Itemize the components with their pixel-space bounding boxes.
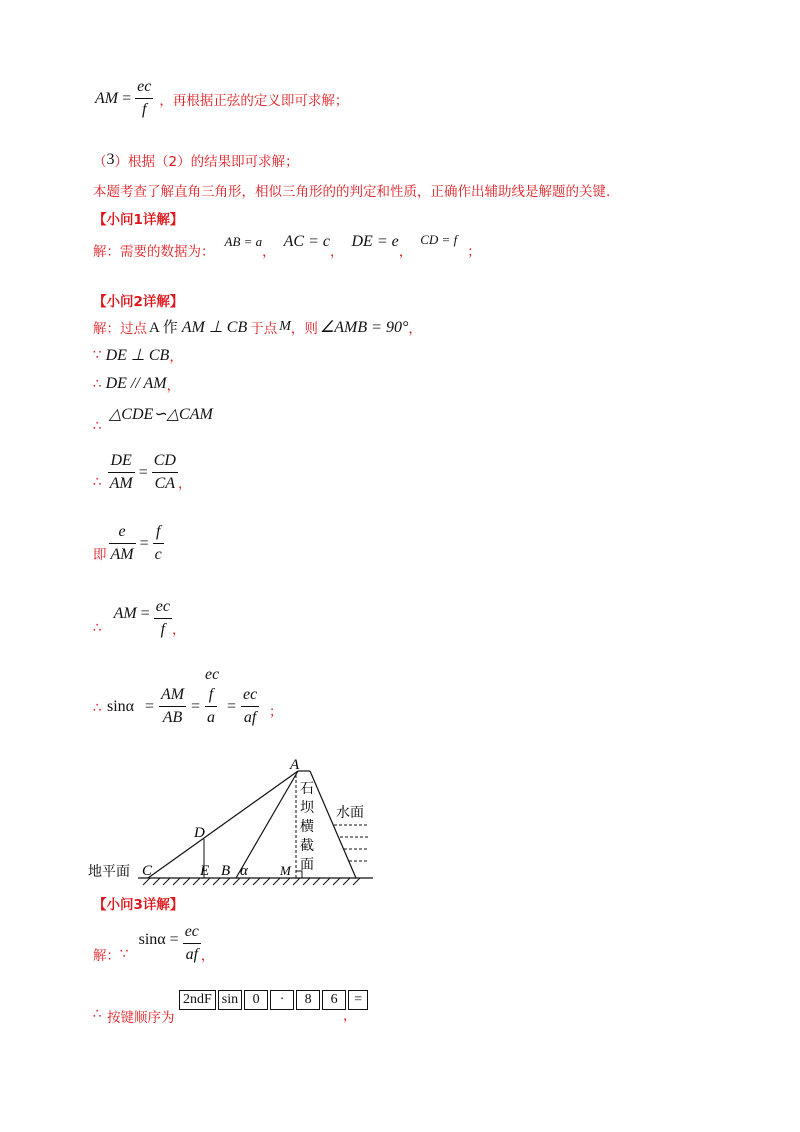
q2-frac3-end: ， [171,621,186,638]
key-8: 8 [296,990,320,1010]
key-6: 6 [322,990,346,1010]
key-sequence [179,990,370,1010]
q2-line3 [93,374,180,394]
q1-item-de: DE = e [351,233,399,250]
equals-sign: = [138,463,148,481]
equals-sign: = [140,604,150,622]
label-b: B [221,863,231,879]
q2-line1-m: M [279,318,291,334]
q2-frac3-fraction [154,598,172,639]
q2-frac2-left [109,523,136,564]
q2-frac3-lhs: AM [113,604,137,622]
therefore-symbol: ∴ [93,619,102,636]
q1-sep-2: ， [330,244,344,260]
fraction-denominator: af [243,709,257,726]
keys-end: ， [343,1008,357,1024]
q2-line1-c: 于点 [250,320,278,337]
water-dashes [334,825,368,861]
formula-eq: = [122,89,132,107]
therefore-symbol: ∴ [93,418,102,434]
q2-sin-line [93,666,353,736]
sin-frac1 [159,686,186,727]
fraction-denominator: c [154,546,162,563]
equals-sign: = [191,698,201,715]
ground-label: 地平面 [88,864,130,880]
q2-line2-math: DE ⊥ CB [105,347,170,364]
label-alpha: α [240,863,248,879]
fraction-numerator: CD [152,452,178,473]
part3-rest: ）根据（2）的结果即可求解； [114,154,299,170]
q2-line4-math: △CDE∽△CAM [109,406,213,423]
q2-line3-end: ， [166,378,181,394]
q2-frac2-right [153,523,164,564]
therefore-symbol: ∴ [93,473,102,490]
q2-frac1-end: ， [177,475,192,492]
because-symbol: ∵ [93,347,102,363]
q1-item-ab: AB = a [224,234,263,249]
q2-frac2-line [93,523,164,564]
sin-top-ec: ec [205,666,220,683]
fraction-numerator: ec [241,686,259,707]
fraction-denominator: f [160,621,166,638]
fraction-denominator: CA [154,475,176,492]
summary-text: 本题考查了解直角三角形，相似三角形的的判定和性质，正确作出辅助线是解题的关键. [93,184,611,200]
q2-line3-math: DE // AM [105,375,167,392]
q3-header: 【小问3详解】 [93,897,184,913]
q1-sep-1: ， [262,244,276,260]
sin-frac3 [241,686,259,727]
q3-sin-lhs: sinα [138,931,166,948]
dam-label-3: 横 [300,819,314,835]
q3-keys-line [93,990,373,1026]
q2-line1-e: ， [408,320,422,337]
fraction-numerator: DE [108,452,135,473]
sin-line-end: ； [269,704,283,720]
q2-frac3-line [93,598,185,639]
part3-open: （ [93,154,107,170]
therefore-symbol: ∴ [93,700,102,716]
q1-header: 【小问1详解】 [93,212,184,228]
fraction-denominator: af [185,945,199,963]
fraction-denominator: a [207,709,215,726]
fraction-denominator: AB [162,709,183,726]
q3-end: ， [200,948,215,964]
q2-frac1-left [108,452,135,493]
equals-sign: = [139,534,149,552]
label-m: M [280,863,291,878]
dam-left-face [236,771,298,878]
equals-sign: = [227,698,237,715]
q2-frac1-right [152,452,178,493]
q3-fraction [183,923,201,964]
part3-num: 3 [106,151,115,168]
q1-line [93,232,481,260]
q3-lead: 解： [93,948,120,964]
equals-sign: = [145,698,155,715]
label-e: E [200,863,210,879]
fraction-numerator: f [205,686,217,707]
water-label: 水面 [336,805,364,821]
q2-line1-a: 解：过点 [93,320,147,337]
fraction-denominator: AM [110,546,134,563]
label-c: C [142,863,153,879]
label-d: D [194,825,205,841]
q2-line1-d: ，则 [290,320,318,337]
fraction-numerator: e [109,523,136,544]
q1-sep-3: ， [398,244,413,260]
key-dot: · [270,990,294,1010]
dam-label-1: 石 [300,781,314,797]
label-a: A [290,757,300,773]
fraction-numerator: ec [183,923,201,944]
q2-line1-math: AM ⊥ CB [181,318,248,336]
q2-frac1-line [93,452,191,493]
fraction-numerator: AM [159,686,186,707]
formula-fraction [135,78,153,119]
q1-item-cd: CD = f [420,232,458,247]
line-ca [148,771,298,878]
q2-line2 [93,345,183,365]
q2-header: 【小问2详解】 [93,294,184,310]
key-0: 0 [244,990,268,1010]
equals-sign: = [169,931,179,948]
q1-lead: 解：需要的数据为： [93,244,215,260]
q2-line1 [93,316,422,337]
fraction-numerator: ec [154,598,172,619]
dam-label-4: 截 [300,838,314,854]
q2-line4 [93,404,293,434]
fraction-numerator: ec [135,78,153,99]
q2-line2-end: ， [169,349,183,365]
dam-diagram [88,755,388,890]
because-symbol: ∵ [120,946,129,962]
top-text: ，再根据正弦的定义即可求解； [159,92,349,109]
keys-lead: 按键顺序为 [107,1010,175,1026]
fraction-denominator: f [142,101,147,118]
sin-lhs: sinα [107,698,135,715]
therefore-symbol: ∴ [93,1006,102,1022]
top-formula [95,78,348,119]
q2-line1-b: A 作 [149,320,178,336]
dam-label-2: 坝 [300,800,314,816]
key-equals: = [348,990,368,1010]
key-2ndf: 2ndF [179,990,216,1010]
fraction-denominator: AM [109,475,133,492]
fraction-numerator: f [153,523,164,544]
q1-end: ； [467,244,481,260]
therefore-symbol: ∴ [93,376,102,392]
q2-line1-angle: ∠AMB = 90° [319,318,409,336]
key-sin: sin [218,990,242,1010]
dam-label-5: 面 [300,857,314,873]
part3-hint [93,150,299,170]
q1-item-ac: AC = c [283,233,330,250]
ji-text: 即 [93,546,107,563]
ground-hatch [143,878,360,885]
sin-frac2 [205,686,217,727]
q3-line1 [93,922,214,964]
formula-lhs: AM [95,89,119,107]
